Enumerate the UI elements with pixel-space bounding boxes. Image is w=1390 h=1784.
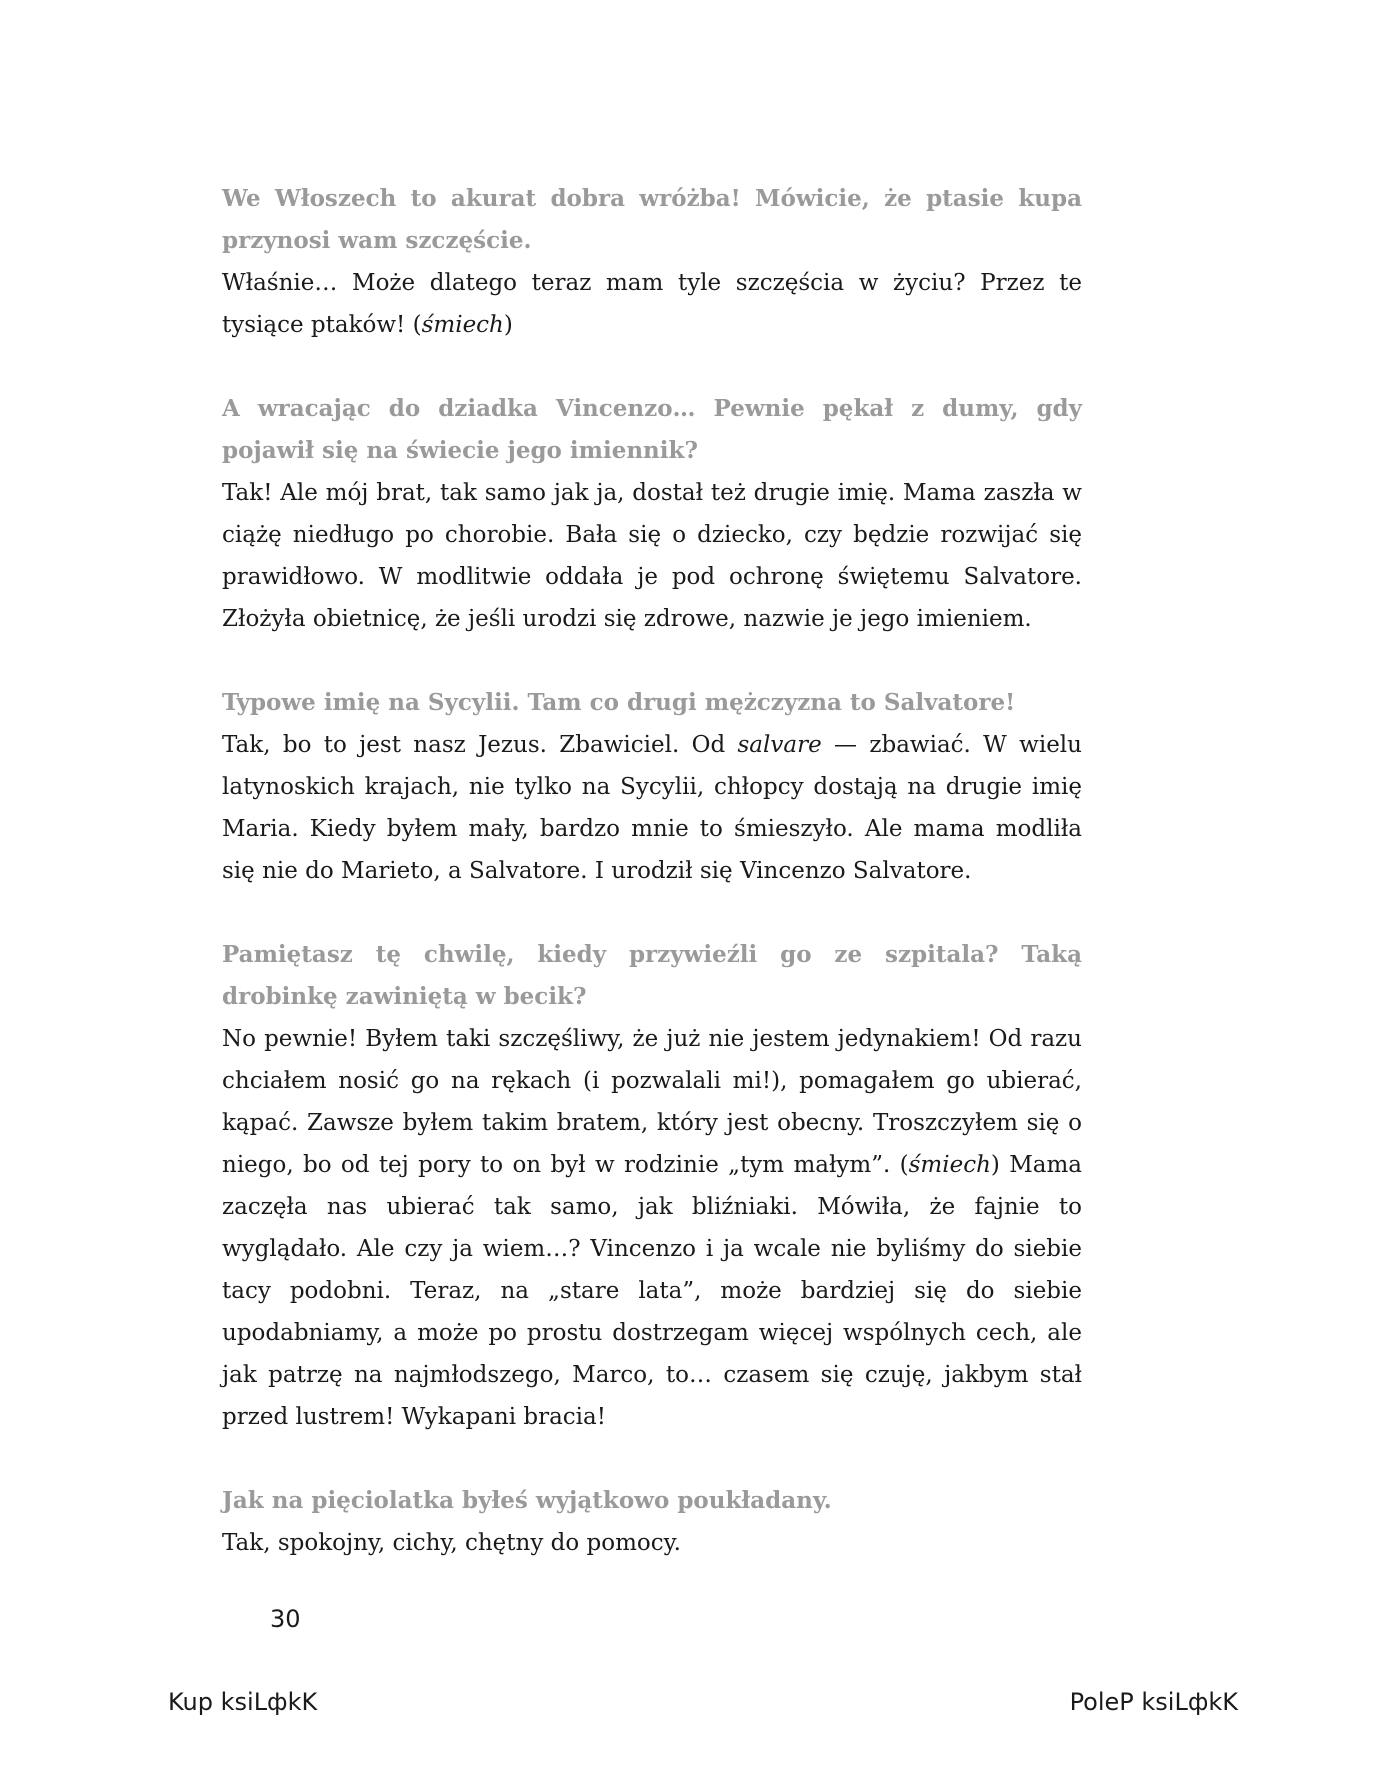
page-number: 30	[270, 1605, 301, 1633]
question-text: Pamiętasz tę chwilę, kiedy przywieźli go ze szpitala? Taką drobinkę zawiniętą w becik?	[222, 941, 1082, 1010]
answer-text: No pewnie! Byłem taki szczęśliwy, że już nie jestem jedynakiem! Od razu chciałem nosić go na rękach (i pozwalali mi!), pomagałem go ubierać, kąpać. Zawsze byłem takim bratem, który jest obecny. Troszczyłem się o niego, bo od tej pory to on był w rodzinie „tym małym”. (śmiech) Mama zaczęła nas ubierać tak samo, jak bliźniaki. Mówiła, że fajnie to wyglądało. Ale czy ja wiem…? Vincenzo i ja wcale nie byliśmy do siebie tacy podobni. Teraz, na „stare lata”, może bardziej się do siebie upodabniamy, a może po prostu dostrzegam więcej wspólnych cech, ale jak patrzę na najmłodszego, Marco, to… czasem się czuję, jakbym stał przed lustrem! Wykapani bracia!	[222, 1026, 1083, 1430]
qa-block	[222, 388, 1082, 640]
answer-text: Tak, bo to jest nasz Jezus. Zbawiciel. Od salvare — zbawiać. W wielu latynoskich krajach, nie tylko na Sycylii, chłopcy dostają na drugie imię Maria. Kiedy byłem mały, bardzo mnie to śmieszyło. Ale mama modliła się nie do Marieto, a Salvatore. I urodził się Vincenzo Salvatore.	[222, 732, 1082, 884]
question-text: Typowe imię na Sycylii. Tam co drugi mężczyzna to Salvatore!	[222, 689, 1016, 716]
question-text: We Włoszech to akurat dobra wróżba! Mówicie, że ptasie kupa przynosi wam szczęście.	[222, 185, 1082, 254]
footer-buy-book-link[interactable]: Kup ksiLфkK	[168, 1688, 318, 1716]
qa-block	[222, 934, 1082, 1438]
question-text: Jak na pięciolatka byłeś wyjątkowo poukładany.	[222, 1487, 832, 1514]
answer-text: Właśnie… Może dlatego teraz mam tyle szczęścia w życiu? Przez te tysiące ptaków! (śmiech)	[222, 270, 1082, 338]
answer-text: Tak, spokojny, cichy, chętny do pomocy.	[222, 1530, 681, 1556]
footer-recommend-book-link[interactable]: PoleP ksiLфkK	[1069, 1688, 1238, 1716]
qa-block	[222, 682, 1082, 892]
qa-block	[222, 1480, 1082, 1564]
qa-block	[222, 178, 1082, 346]
question-text: A wracając do dziadka Vincenzo… Pewnie pękał z dumy, gdy pojawił się na świecie jego imiennik?	[222, 395, 1082, 464]
answer-text: Tak! Ale mój brat, tak samo jak ja, dostał też drugie imię. Mama zaszła w ciążę niedługo po chorobie. Bała się o dziecko, czy będzie rozwijać się prawidłowo. W modlitwie oddała je pod ochronę świętemu Salvatore. Złożyła obietnicę, że jeśli urodzi się zdrowe, nazwie je jego imieniem.	[222, 480, 1082, 632]
page-content	[222, 178, 1082, 1606]
